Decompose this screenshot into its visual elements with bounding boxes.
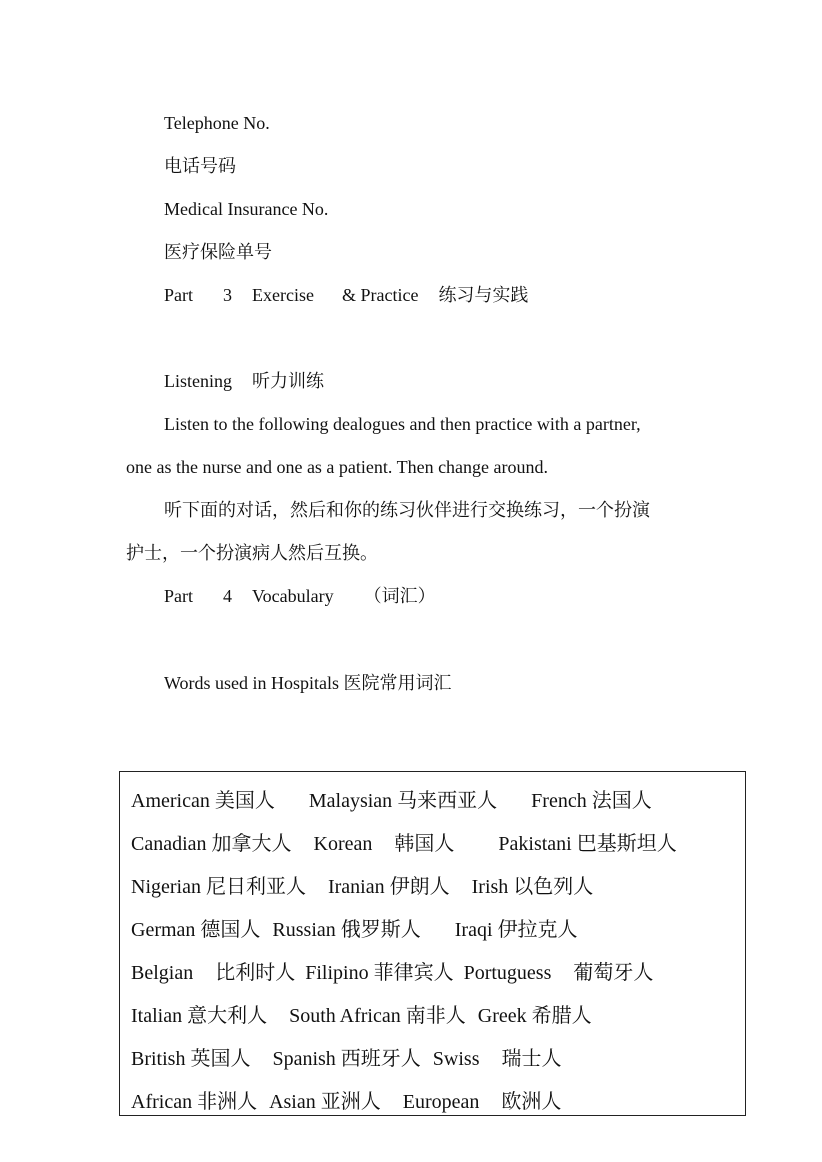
vocab-row — [131, 1046, 562, 1072]
part4-part: Part — [164, 586, 193, 606]
vocab-row — [131, 960, 653, 986]
instruction-en-line-1: Listen to the following dealogues and then practice with a partner, — [164, 414, 641, 434]
part3-title-b: & Practice — [341, 285, 419, 305]
vocab-word: Nigerian 尼日利亚人 — [131, 876, 306, 898]
vocab-word: 韩国人 — [394, 833, 455, 855]
vocab-word: Portuguess — [463, 962, 552, 984]
vocab-row — [131, 1003, 592, 1029]
vocab-word: Swiss — [432, 1048, 480, 1070]
instruction-zh-line-2: 护士，一个扮演病人然后互换。 — [126, 543, 378, 563]
vocab-word: 欧洲人 — [501, 1091, 562, 1113]
vocab-word: Greek 希腊人 — [477, 1005, 592, 1027]
vocab-word: Malaysian 马来西亚人 — [308, 790, 498, 812]
vocab-word: Canadian 加拿大人 — [131, 833, 292, 855]
listening-heading — [164, 370, 324, 392]
vocab-row — [131, 874, 593, 900]
vocab-row — [131, 917, 578, 943]
vocab-word: Italian 意大利人 — [131, 1005, 268, 1027]
part4-title: Vocabulary — [252, 586, 334, 606]
vocab-word: American 美国人 — [131, 790, 275, 812]
medical-insurance-label-zh: 医疗保险单号 — [164, 242, 272, 262]
vocab-row — [131, 831, 677, 857]
part4-title-zh: （词汇） — [363, 586, 436, 606]
vocab-word: 比利时人 — [215, 962, 296, 984]
part3-number: 3 — [223, 285, 232, 305]
vocab-word: 葡萄牙人 — [573, 962, 654, 984]
vocab-word: Iranian 伊朗人 — [327, 876, 450, 898]
vocab-word: Asian 亚洲人 — [269, 1091, 381, 1113]
part3-heading — [164, 284, 528, 306]
vocab-row — [131, 1089, 561, 1115]
vocab-word: French 法国人 — [531, 790, 652, 812]
part4-heading — [164, 585, 436, 607]
vocab-word: German 德国人 — [131, 919, 261, 941]
vocab-word: African 非洲人 — [131, 1091, 258, 1113]
vocab-word: Filipino 菲律宾人 — [305, 962, 454, 984]
vocabulary-box — [119, 771, 746, 1116]
part4-number: 4 — [223, 586, 232, 606]
vocab-word: Irish 以色列人 — [471, 876, 594, 898]
vocab-word: European — [402, 1091, 480, 1113]
telephone-label: Telephone No. — [164, 113, 270, 133]
part3-title-zh: 练习与实践 — [438, 285, 529, 305]
words-heading: Words used in Hospitals 医院常用词汇 — [164, 673, 452, 693]
instruction-en-line-2: one as the nurse and one as a patient. Then change around. — [126, 457, 549, 477]
vocab-word: British 英国人 — [131, 1048, 251, 1070]
part3-part: Part — [164, 285, 193, 305]
vocab-word: 瑞士人 — [501, 1048, 562, 1070]
medical-insurance-label: Medical Insurance No. — [164, 199, 329, 219]
telephone-label-zh: 电话号码 — [164, 156, 236, 176]
vocab-row — [131, 788, 652, 814]
vocab-word: Iraqi 伊拉克人 — [454, 919, 578, 941]
part3-title-a: Exercise — [252, 285, 314, 305]
vocab-word: Spanish 西班牙人 — [272, 1048, 421, 1070]
vocab-word: Pakistani 巴基斯坦人 — [498, 833, 677, 855]
listening-en: Listening — [164, 371, 232, 391]
vocab-word: Korean — [313, 833, 373, 855]
vocab-word: Russian 俄罗斯人 — [272, 919, 421, 941]
listening-zh: 听力训练 — [252, 371, 324, 391]
vocab-word: South African 南非人 — [289, 1005, 466, 1027]
vocab-word: Belgian — [131, 962, 194, 984]
instruction-zh-line-1: 听下面的对话，然后和你的练习伙伴进行交换练习，一个扮演 — [164, 500, 650, 520]
